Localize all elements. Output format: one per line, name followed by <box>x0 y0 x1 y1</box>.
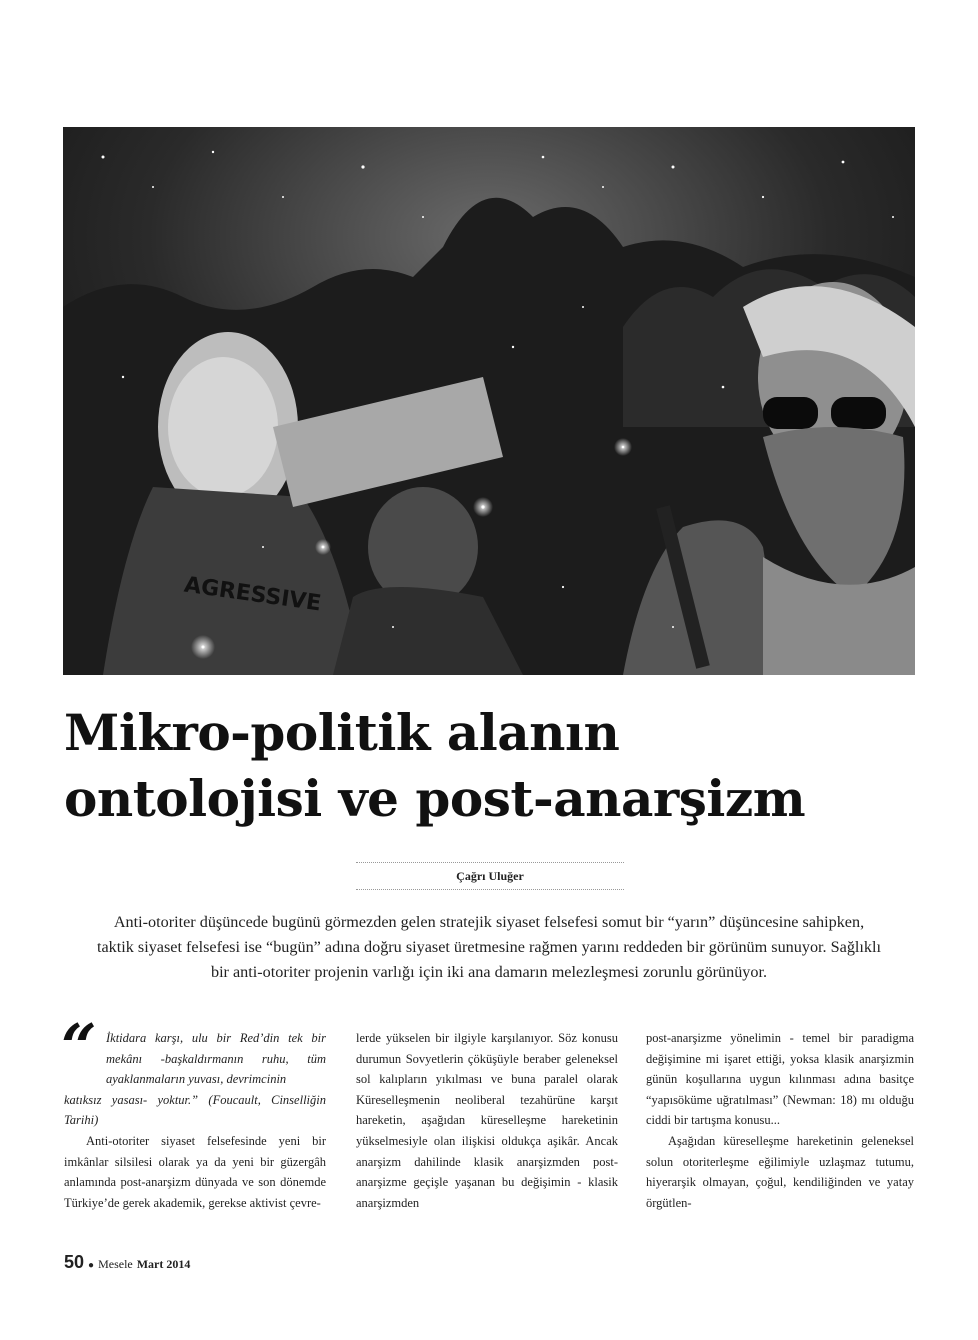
title-line-2: ontolojisi ve post-anarşizm <box>64 769 806 828</box>
epigraph <box>64 1028 326 1131</box>
column-3 <box>646 1028 914 1213</box>
byline-box <box>356 862 624 890</box>
column-2 <box>356 1028 618 1213</box>
author-name: Çağrı Uluğer <box>456 868 524 883</box>
issue-date: Mart 2014 <box>136 1257 191 1271</box>
page-footer <box>64 1252 190 1273</box>
title-line-1: Mikro-politik alanın <box>64 703 620 762</box>
article-title <box>64 700 924 832</box>
epigraph-part-1: İktidara karşı, ulu bir Red’din tek bir mekânı -başkaldırmanın ruhu, tüm ayaklanmaların yuvası, devrimcinin <box>106 1031 326 1087</box>
body-paragraph: Aşağıdan küreselleşme hareketinin geleneksel solun otoriterleşme eğilimiyle uzlaşmaz tutumu, hiyerarşik olmayan, çoğul, kendiliğinden ve yatay örgütlen- <box>646 1133 914 1210</box>
epigraph-part-2: katıksız yasası- yoktur.” (Foucault, Cinselliğin Tarihi) <box>64 1092 326 1128</box>
bullet-icon: ● <box>88 1260 95 1271</box>
column-1 <box>64 1028 326 1213</box>
body-paragraph: lerde yükselen bir ilgiyle karşılanıyor. Söz konusu durumun Sovyetlerin çöküşüyle beraber geleneksel sol kalıpların yıkılması ve buna paralel olarak Küreselleşmenin neoliberal tezahürüne karşıt hareketin, aşağıdan küreselleşme hareketinin yükselmesiyle olan ilişkisi oldukça aşikâr. Ancak anarşizm dahilinde klasik anarşizmden post-anarşizme geçişle yaşanan bu değişimin - klasik anarşizmden <box>356 1031 618 1210</box>
body-paragraph: Anti-otoriter siyaset felsefesinde yeni bir imkânlar silsilesi olarak ya da yeni bir güzergâh anlamında post-anarşizm dünyada ve son dönemde Türkiye’de gerek akademik, gerekse aktivist çevre- <box>64 1133 326 1210</box>
page-number: 50 <box>64 1252 85 1272</box>
header-photo <box>63 127 915 675</box>
quote-mark-icon: “ <box>61 1010 97 1083</box>
lead-paragraph: Anti-otoriter düşüncede bugünü görmezden gelen stratejik siyaset felsefesi somut bir “yarın” düşüncesine sahipken, taktik siyaset felsefesi ise “bugün” adına doğru siyaset üretmesine rağmen yarını reddeden bir görünüm sunuyor. Sağlıklı bir anti-otoriter projenin varlığı için iki ana damarın melezleşmesi zorunlu görünüyor. <box>97 913 881 981</box>
magazine-name: Mesele <box>98 1257 133 1271</box>
protest-photo-image <box>63 127 915 675</box>
body-paragraph: post-anarşizme yönelimin - temel bir paradigma değişimine mi işaret ettiği, yoksa klasik anarşizmin günün koşullarına uygun kılınması adına basitçe “yapısöküme uğratılması” (Newman: 18) mı olduğu ciddi bir tartışma konusu... <box>646 1031 914 1128</box>
svg-text:AGRESSIVE: AGRESSIVE <box>182 572 323 617</box>
